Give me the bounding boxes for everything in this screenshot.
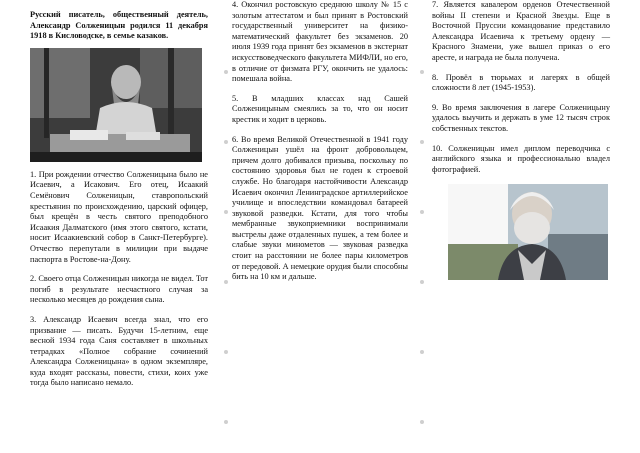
- fact-3: 3. Александр Исаевич всегда знал, что его призвание — писать. Будучи 15-летним, еще весной 1934 года Саня составляет в школьных тетрадках «Полное собрание сочинений Александра Солженицына» в одном экземпляре, куда входят рассказы, повести, стихи, коих уже тогда было написано немало.: [30, 314, 208, 388]
- fact-1: 1. При рождении отчество Солженицына было не Исаевич, а Исакович. Его отец, Исаакий Семёнович Солженицын, ставропольский крестьянин по происхождению, царский офицер, был крещён в честь святого преподобного Исаакия Далматского (имя этого святого, кстати, носит Исаакиевский собор в Санкт-Петербурге). Отчество перепутали в милиции при выдаче паспорта в Ростове-на-Дону.: [30, 169, 208, 264]
- fact-6: 6. Во время Великой Отечественной в 1941 году Солженицын ушёл на фронт добровольцем, причем долго добивался призыва, поскольку по состоянию здоровья был не годен к строевой службе. Но благодаря настойчивости Александр Исаевич окончил Ленинградское артиллерийское училище и впоследствии командовал батареей звуковой разведки. Кстати, для того чтобы мембранные звукоприемники воспринимали выстрелы даже отдаленных пушек, а тем более и слабые звуки минометов — звуковая разведка стоит на расстоянии не более пары километров от передовой. А немецкие орудия были способны бить на 10 км и дальше.: [232, 134, 408, 282]
- column-3: [432, 0, 610, 288]
- fold-line-left: [224, 30, 228, 443]
- fact-10: 10. Солженицын имел диплом переводчика с английского языка и профессионально владел фотографией.: [432, 143, 610, 174]
- fact-2: 2. Своего отца Солженицын никогда не видел. Тот погиб в результате несчастного случая за несколько месяцев до рождения сына.: [30, 274, 208, 305]
- fact-5: 5. В младших классах над Сашей Солженицыным смеялись за то, что он носит крестик и ходит в церковь.: [232, 93, 408, 124]
- writer-portrait-photo: [448, 184, 608, 280]
- fact-8: 8. Провёл в тюрьмах и лагерях в общей сложности 8 лет (1945-1953).: [432, 72, 610, 93]
- fact-7: 7. Является кавалером орденов Отечественной войны II степени и Красной Звезды. Еще в Восточной Пруссии командование представило Александра Исаевича к третьему ордену — Красного Знамени, уже вышел приказ о его аресте, и награда не была получена.: [432, 0, 610, 62]
- writer-at-desk-photo: [30, 48, 202, 162]
- portrait-photo-illustration: [448, 184, 608, 280]
- desk-photo-illustration: [30, 48, 202, 162]
- column-2: [232, 0, 408, 292]
- fact-9: 9. Во время заключения в лагере Солженицыну удалось выучить и держать в уме 12 тысяч строк собственных текстов.: [432, 102, 610, 133]
- column-1: [30, 10, 208, 398]
- fold-line-right: [420, 30, 424, 443]
- intro-paragraph: Русский писатель, общественный деятель, Александр Солженицын родился 11 декабря 1918 в Кисловодске, в семье казаков.: [30, 10, 208, 41]
- fact-4: 4. Окончил ростовскую среднюю школу № 15 с золотым аттестатом и был принят в Ростовский государственный университет на физико-математический факультет без экзаменов. 20 июля 1939 года принят без экзаменов в экстернат искусствоведческого факультета МИФЛИ, но его, в отличие от физмата РГУ, окончить не удалось: помешала война.: [232, 0, 408, 84]
